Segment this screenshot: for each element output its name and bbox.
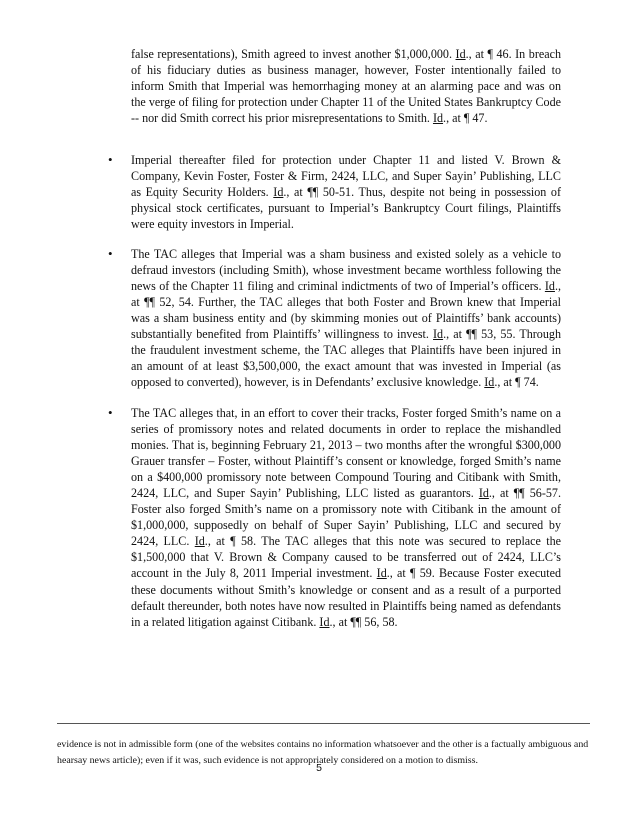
id-citation: Id bbox=[544, 279, 555, 294]
paragraph-forged-notes: The TAC alleges that, in an effort to cover their tracks, Foster forged Smith’s name on a series of promissory notes and related documents in order to replace the mishandled monies. That is, beginning February 21, 2013 – two months after the wrongful $300,000 Grauer transfer – Foster, without Plaintiff’s consent or knowledge, forged Smith’s name on a $400,000 promissory note between Compound Touring and Citibank with Smith, 2424, LLC, and Super Sayin’ Publishing, LLC listed as guarantors. Id., at ¶¶ 56-57. Foster also forged Smith’s name on a promissory note with Citibank in the amount of $1,000,000, supposedly on behalf of Super Sayin’ Publishing, LLC and secured by 2424, LLC. Id., at ¶ 58. The TAC alleges that this note was secured to replace the $1,500,000 that V. Brown & Company caused to be transferred out of 2424, LLC’s account in the July 8, 2011 Imperial investment. Id., at ¶ 59. Because Foster executed these documents without Smith’s knowledge or consent and as a result of a purported default thereunder, both notes have now resulted in Plaintiffs being named as defendants in a related litigation against Citibank. Id., at ¶¶ 56, 58. bbox=[131, 406, 562, 629]
id-citation: Id bbox=[484, 375, 495, 390]
id-citation: Id bbox=[455, 47, 466, 61]
bullet-icon: • bbox=[108, 152, 113, 167]
footnote-text: evidence is not in admissible form (one of the websites contains no information whatsoever and the other is a factually ambiguous and hearsay news article); even if it was, such evidence is not appropriately considered on a motion to dismiss. bbox=[57, 739, 589, 766]
id-citation: Id bbox=[433, 327, 444, 342]
id-citation: Id bbox=[273, 185, 284, 200]
id-citation: Id bbox=[432, 111, 444, 126]
bullet-icon: • bbox=[108, 246, 113, 261]
page-number: 5 bbox=[316, 762, 322, 774]
paragraph-sham-business: The TAC alleges that Imperial was a sham business and existed solely as a vehicle to defraud investors (including Smith), whose investment became worthless following the news of the Chapter 11 filing and criminal indictments of two of Imperial’s officers. Id., at ¶¶ 52, 54. Further, the TAC alleges that both Foster and Brown knew that Imperial was a sham business entity and (by skimming monies out of Plaintiffs’ bank accounts) substantially benefited from Plaintiffs’ willingness to invest. Id., at ¶¶ 53, 55. Through the fraudulent investment scheme, the TAC alleges that Plaintiffs have been injured in an amount of at least $3,500,000, the exact amount that was invested in Imperial (as opposed to converted), however, is in Defendants’ exclusive knowledge. Id., at ¶ 74. bbox=[131, 247, 561, 390]
id-citation: Id bbox=[194, 534, 205, 549]
id-citation: Id bbox=[319, 614, 330, 629]
id-citation: Id bbox=[478, 486, 489, 501]
footnote-divider bbox=[57, 723, 590, 724]
id-citation: Id bbox=[376, 566, 387, 581]
paragraph-chapter-11-filing: Imperial thereafter filed for protection under Chapter 11 and listed V. Brown & Company, Kevin Foster, Foster & Firm, 2424, LLC, and Super Sayin’ Publishing, LLC as Equity Security Holders. Id., at ¶¶ 50-51. Thus, despite not being in possession of physical stock certificates, pursuant to Imperial’s Bankruptcy Court filings, Plaintiffs were equity investors in Imperial. bbox=[131, 153, 562, 232]
bullet-icon: • bbox=[108, 405, 113, 420]
paragraph-continuation: false representations), Smith agreed to invest another $1,000,000. Id., at ¶ 46. In breach of his fiduciary duties as business manager, however, Foster intentionally failed to inform Smith that Imperial was hemorrhaging money at an alarming pace and was on the verge of filing for protection under Chapter 11 of the United States Bankruptcy Code -- nor did Smith correct his prior misrepresentations to Smith. Id., at ¶ 47. bbox=[131, 47, 561, 126]
